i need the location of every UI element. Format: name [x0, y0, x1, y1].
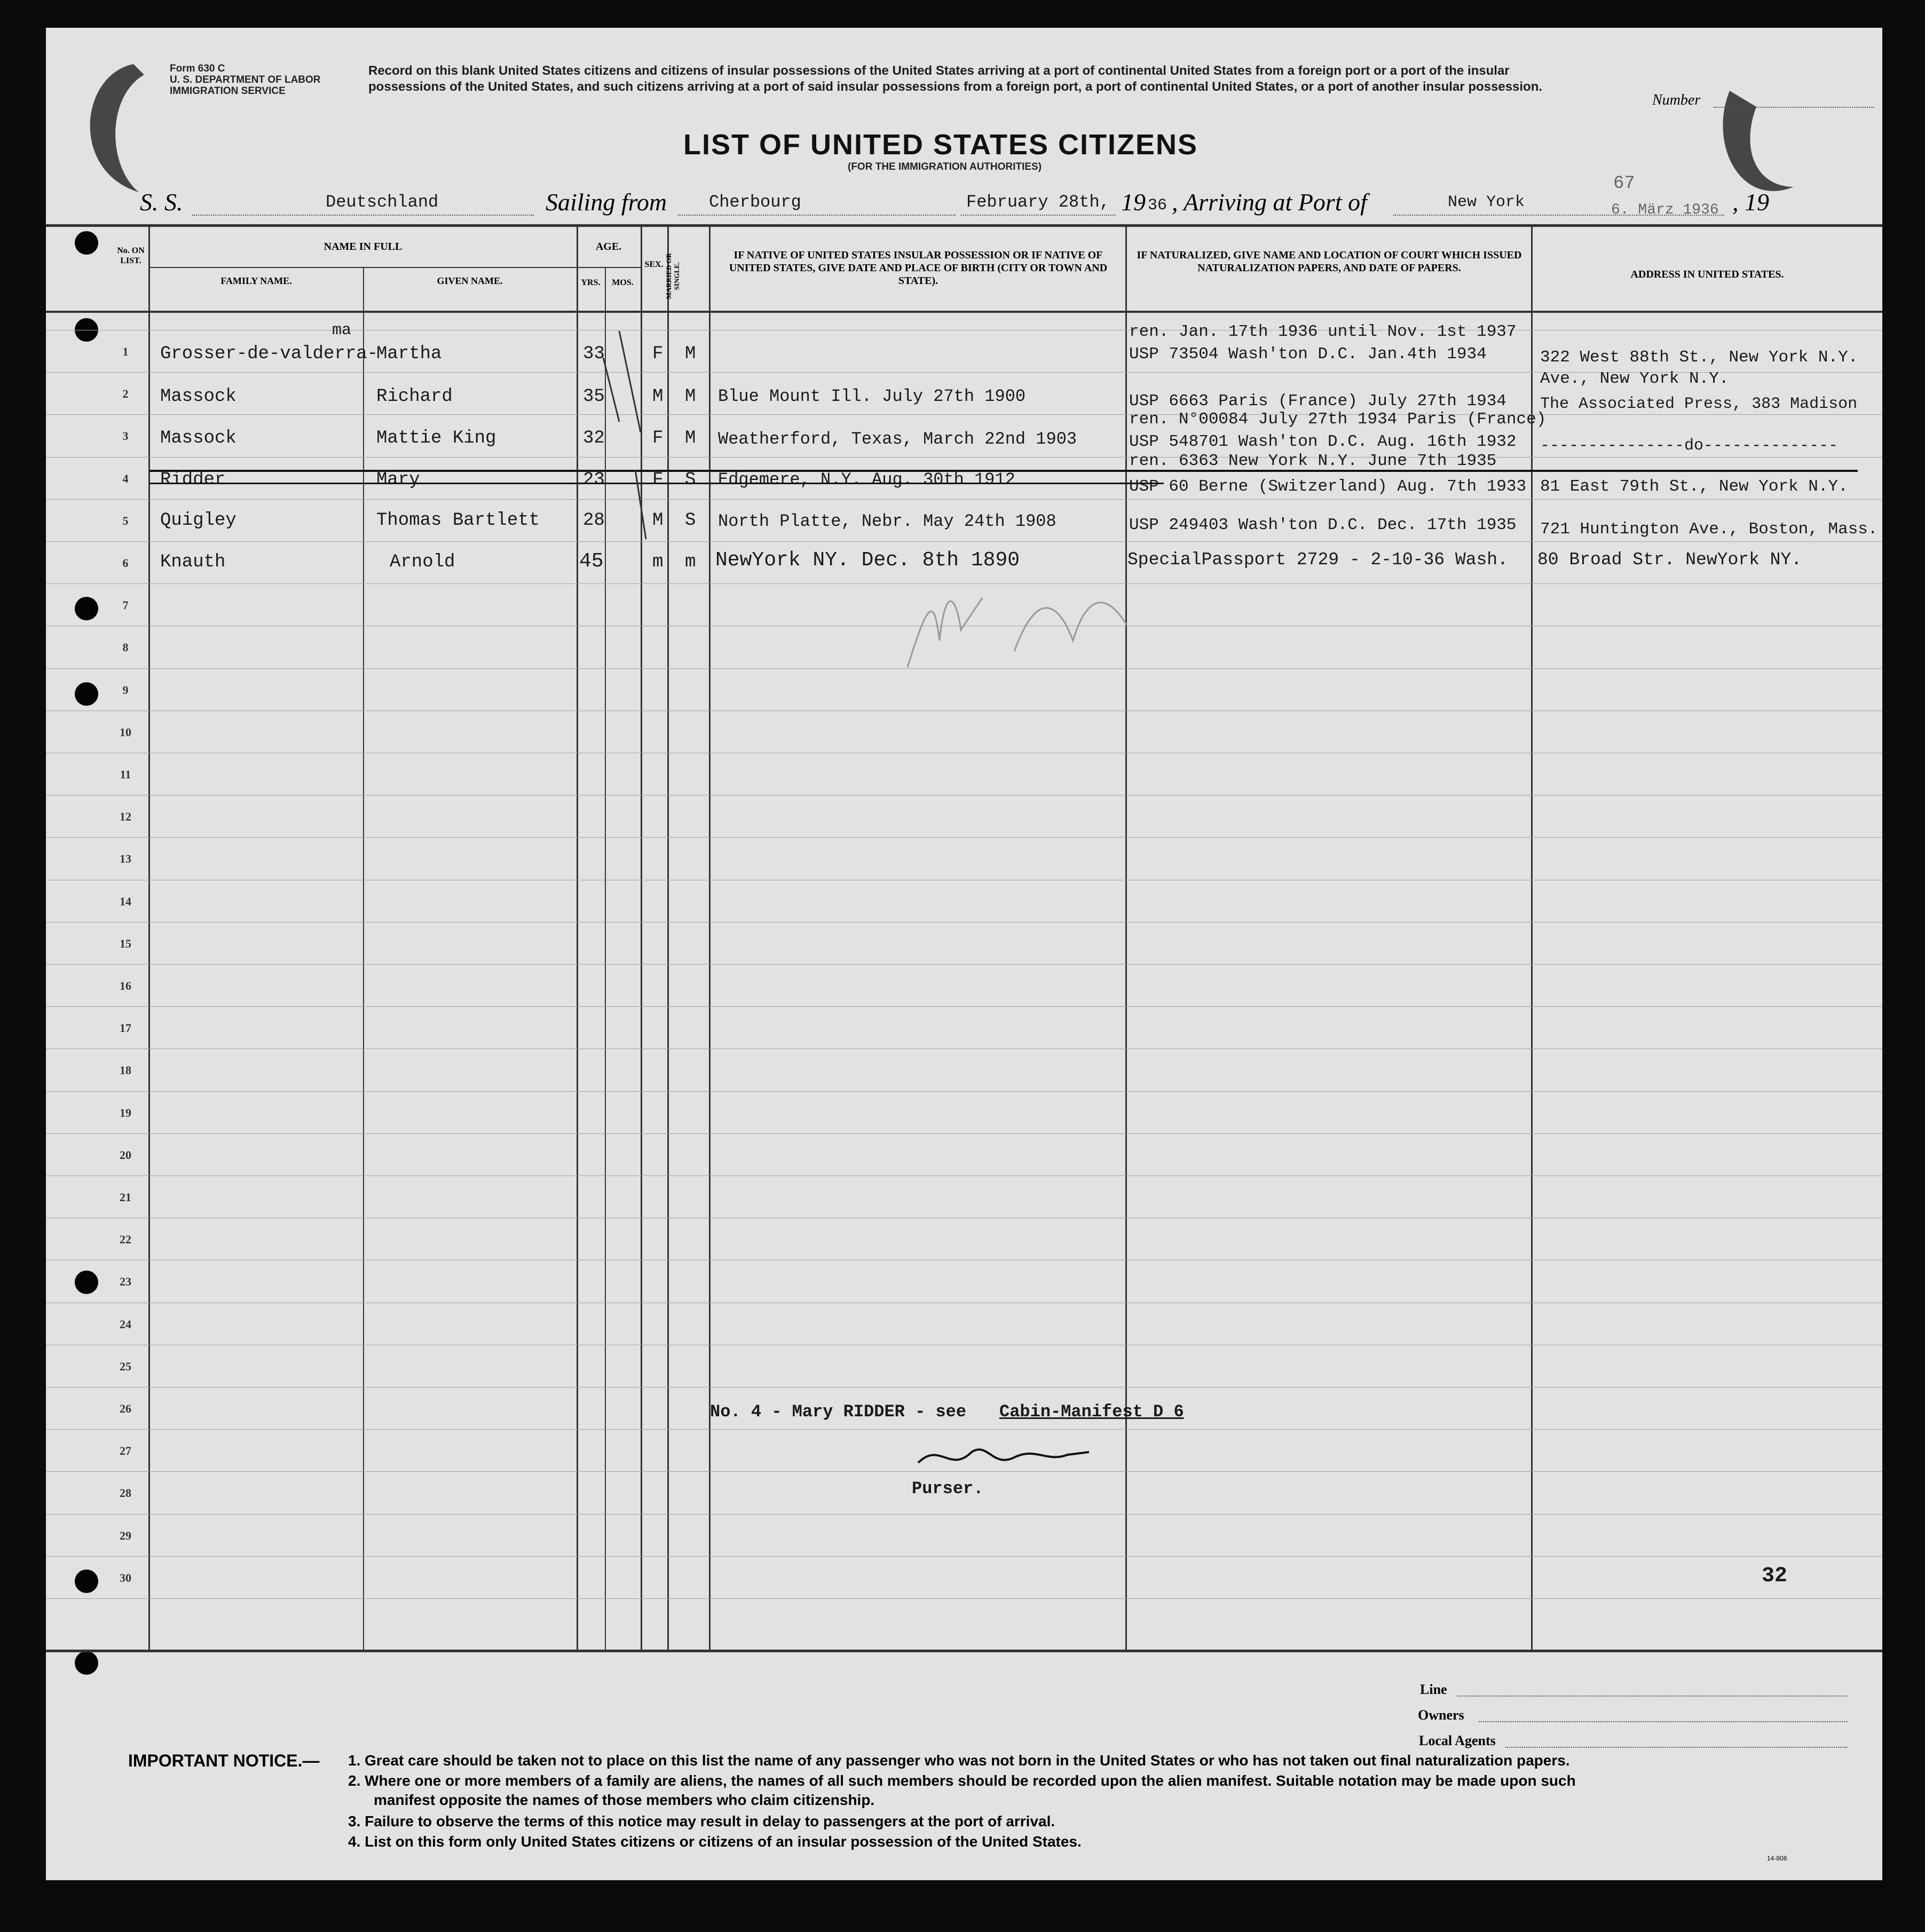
row-number: 19 — [120, 1106, 131, 1119]
address-2: The Associated Press, 383 Madison — [1540, 395, 1858, 413]
ruled-line — [46, 1429, 1882, 1430]
port-from: Cherbourg — [709, 192, 801, 212]
given-name-3: Mattie King — [376, 428, 496, 448]
punch-hole — [75, 1570, 98, 1593]
married-1: M — [685, 344, 696, 364]
row-number: 2 — [122, 387, 129, 400]
notice-4: 4. List on this form only United States citizens or citizens of an insular possession of the United States. — [348, 1833, 1082, 1850]
ship-name: Deutschland — [326, 192, 439, 212]
ss-label: S. S. — [140, 188, 183, 216]
punch-hole — [75, 1651, 98, 1675]
naturalized-4: USP 60 Berne (Switzerland) Aug. 7th 1933 — [1129, 477, 1527, 496]
year-prefix: 19 — [1121, 188, 1146, 216]
row-number: 1 — [122, 345, 129, 358]
naturalized-below-3: ren. 6363 New York N.Y. June 7th 1935 — [1129, 452, 1497, 470]
header-married-single: MARRIED OR SINGLE. — [665, 253, 681, 299]
ruled-line — [46, 1006, 1882, 1007]
married-6: m — [685, 552, 696, 572]
given-name-6: Arnold — [390, 552, 455, 572]
naturalized-above-1: ren. Jan. 17th 1936 until Nov. 1st 1937 — [1129, 322, 1517, 341]
address-4: 81 East 79th St., New York N.Y. — [1540, 477, 1848, 496]
header-mos: MOS. — [612, 278, 634, 287]
form-number: Form 630 C — [170, 63, 225, 74]
sex-1: F — [652, 344, 664, 364]
form-code: 14-808 — [1767, 1855, 1787, 1862]
header-name-in-full: NAME IN FULL — [324, 241, 403, 253]
ruled-line — [46, 1514, 1882, 1515]
sex-5: M — [652, 510, 664, 531]
header-naturalized: IF NATURALIZED, GIVE NAME AND LOCATION OF COURT WHICH ISSUED NATURALIZATION PAPERS, AND DATE OF PAPERS. — [1137, 249, 1522, 274]
row-number: 9 — [122, 683, 129, 697]
row-number: 5 — [122, 514, 129, 527]
married-3: M — [685, 428, 696, 448]
page-number: 32 — [1762, 1564, 1788, 1588]
local-agents-label: Local Agents — [1419, 1733, 1496, 1748]
ruled-line — [46, 499, 1882, 500]
age-yrs-5: 28 — [583, 510, 605, 531]
sex-4: F — [652, 470, 664, 490]
header-given-name: GIVEN NAME. — [437, 275, 503, 286]
notice-2: 2. Where one or more members of a family are aliens, the names of all such members should be recorded upon the alien manifest. Suitable notation may be made upon such — [348, 1772, 1576, 1789]
given-name-2: Richard — [376, 387, 453, 407]
naturalized-6: SpecialPassport 2729 - 2-10-36 Wash. — [1127, 550, 1508, 570]
page-title: LIST OF UNITED STATES CITIZENS — [683, 129, 1198, 161]
owners-label: Owners — [1418, 1707, 1464, 1723]
naturalized-5: USP 249403 Wash'ton D.C. Dec. 17th 1935 — [1129, 516, 1517, 534]
header-yrs: YRS. — [581, 278, 601, 287]
ruled-line — [46, 1133, 1882, 1134]
family-name-2: Massock — [160, 387, 236, 407]
purser-label: Purser. — [912, 1479, 984, 1499]
punch-hole — [75, 1271, 98, 1294]
row-number: 12 — [120, 810, 131, 823]
address-1: 322 West 88th St., New York N.Y. — [1540, 348, 1858, 367]
family-name-3: Massock — [160, 428, 236, 448]
family-name-4: Ridder — [160, 470, 226, 490]
address-5: 721 Huntington Ave., Boston, Mass. — [1540, 520, 1878, 539]
service-label: IMMIGRATION SERVICE — [170, 85, 286, 97]
header-age: AGE. — [595, 241, 622, 253]
row-number: 30 — [120, 1571, 131, 1584]
age-yrs-2: 35 — [583, 387, 605, 407]
row-number: 27 — [120, 1444, 131, 1457]
manifest-sheet — [46, 28, 1882, 1880]
naturalized-below-2: ren. N°00084 July 27th 1934 Paris (France) — [1129, 410, 1547, 429]
notice-2-cont: manifest opposite the names of those members who claim citizenship. — [374, 1792, 875, 1808]
header-family-name: FAMILY NAME. — [220, 275, 292, 286]
birth-4: Edgemere, N.Y. Aug. 30th 1912 — [718, 470, 1015, 490]
row-number: 21 — [120, 1190, 131, 1204]
age-yrs-6: 45 — [579, 550, 604, 573]
ruled-line — [46, 1091, 1882, 1092]
ruled-line — [46, 457, 1882, 458]
line-label: Line — [1420, 1682, 1447, 1697]
married-5: S — [685, 510, 696, 531]
cabin-manifest-note: Cabin-Manifest D 6 — [999, 1402, 1184, 1422]
age-yrs-3: 32 — [583, 428, 605, 448]
ruled-line — [46, 414, 1882, 415]
birth-6: NewYork NY. Dec. 8th 1890 — [715, 549, 1020, 572]
age-yrs-4: 23 — [583, 470, 605, 490]
ruled-line — [46, 1048, 1882, 1049]
header-birth: IF NATIVE OF UNITED STATES INSULAR POSSESSION OR IF NATIVE OF UNITED STATES, GIVE DATE AND PLACE OF BIRTH (CITY OR TOWN AND STATE). — [729, 249, 1108, 287]
paper-clip-mark-left — [59, 53, 165, 203]
row-number: 10 — [120, 726, 131, 739]
family-name-5: Quigley — [160, 510, 236, 531]
given-name-5: Thomas Bartlett — [376, 510, 540, 531]
strikethrough-row-4 — [149, 470, 1858, 472]
row-number: 14 — [120, 895, 131, 908]
family-name-6: Knauth — [160, 552, 226, 572]
sex-6: m — [652, 552, 664, 572]
birth-3: Weatherford, Texas, March 22nd 1903 — [718, 429, 1077, 449]
purser-signature — [908, 1431, 1100, 1479]
row-number: 22 — [120, 1233, 131, 1246]
ruled-line — [46, 1598, 1882, 1599]
row-number: 29 — [120, 1529, 131, 1542]
row-number: 15 — [120, 937, 131, 950]
birth-5: North Platte, Nebr. May 24th 1908 — [718, 511, 1056, 531]
department-label: U. S. DEPARTMENT OF LABOR — [170, 74, 321, 85]
row-number: 24 — [120, 1318, 131, 1331]
row-number: 25 — [120, 1360, 131, 1373]
married-2: M — [685, 387, 696, 407]
row-number: 8 — [122, 641, 129, 654]
punch-hole — [75, 597, 98, 620]
family-name-1: Grosser-de-valderra- — [160, 344, 378, 364]
notice-label: IMPORTANT NOTICE.— — [128, 1751, 320, 1770]
row-number: 26 — [120, 1402, 131, 1415]
number-field — [1714, 107, 1874, 108]
naturalized-1: USP 73504 Wash'ton D.C. Jan.4th 1934 — [1129, 345, 1487, 364]
notice-3: 3. Failure to observe the terms of this notice may result in delay to passengers at the port of arrival. — [348, 1813, 1055, 1830]
row-number: 13 — [120, 852, 131, 865]
ruled-line — [46, 964, 1882, 965]
row-number: 3 — [122, 429, 129, 443]
address-above-2: Ave., New York N.Y. — [1540, 369, 1729, 388]
sailing-date: February 28th, — [966, 192, 1110, 212]
header-sex: SEX. — [644, 260, 664, 269]
birth-2: Blue Mount Ill. July 27th 1900 — [718, 387, 1026, 406]
header-address: ADDRESS IN UNITED STATES. — [1630, 269, 1784, 280]
number-label: Number — [1652, 92, 1701, 108]
naturalized-3: USP 548701 Wash'ton D.C. Aug. 16th 1932 — [1129, 432, 1517, 451]
form-instruction: Record on this blank United States citizens and citizens of insular possessions of the United States arriving at a port of continental United States from a foreign port or a port of the insular possessions of the United States, and such citizens arriving at a port of said insular possessions from a foreign port, a port of continental United States, or a port of another insular possession. — [368, 64, 1543, 94]
notice-1: 1. Great care should be taken not to place on this list the name of any passenger who was not born in the United States or who has not taken out final naturalization papers. — [348, 1752, 1570, 1769]
row-number: 7 — [122, 598, 129, 612]
header-no: No. ON LIST. — [117, 246, 145, 265]
ridder-note: No. 4 - Mary RIDDER - see — [710, 1402, 967, 1422]
ruled-line — [46, 541, 1882, 542]
given-name-1: Martha — [376, 344, 442, 364]
sex-2: M — [652, 387, 664, 407]
year-end-label: , 19 — [1732, 188, 1769, 216]
naturalized-2: USP 6663 Paris (France) July 27th 1934 — [1129, 392, 1506, 411]
year-value: 36 — [1148, 196, 1167, 215]
arriving-label: , Arriving at Port of — [1172, 188, 1367, 216]
given-name-4: Mary — [376, 470, 420, 490]
handwritten-check-marks — [598, 315, 673, 582]
page-subtitle: (FOR THE IMMIGRATION AUTHORITIES) — [848, 161, 1042, 172]
ruled-line — [46, 1556, 1882, 1557]
row-number: 18 — [120, 1063, 131, 1077]
date-stamp-top: 67 — [1613, 174, 1635, 194]
row-number: 6 — [122, 556, 129, 570]
row-number: 20 — [120, 1148, 131, 1162]
date-stamp: 6. März 1936 — [1611, 202, 1719, 218]
row-number: 17 — [120, 1021, 131, 1035]
sailing-label: Sailing from — [546, 188, 667, 216]
family-note: ma — [332, 321, 352, 340]
address-3: ---------------do-------------- — [1540, 437, 1839, 455]
address-6: 80 Broad Str. NewYork NY. — [1537, 550, 1802, 570]
age-yrs-1: 33 — [583, 344, 605, 364]
sex-3: F — [652, 428, 664, 448]
row-number: 4 — [122, 472, 129, 485]
row-number: 28 — [120, 1486, 131, 1500]
punch-hole — [75, 682, 98, 706]
ruled-line — [46, 837, 1882, 838]
married-4: S — [685, 470, 696, 490]
row-number: 11 — [120, 768, 131, 781]
row-number: 16 — [120, 979, 131, 992]
pencil-scribble — [897, 577, 1217, 683]
row-number: 23 — [120, 1275, 131, 1288]
port-to: New York — [1448, 193, 1525, 211]
punch-hole — [75, 231, 98, 255]
